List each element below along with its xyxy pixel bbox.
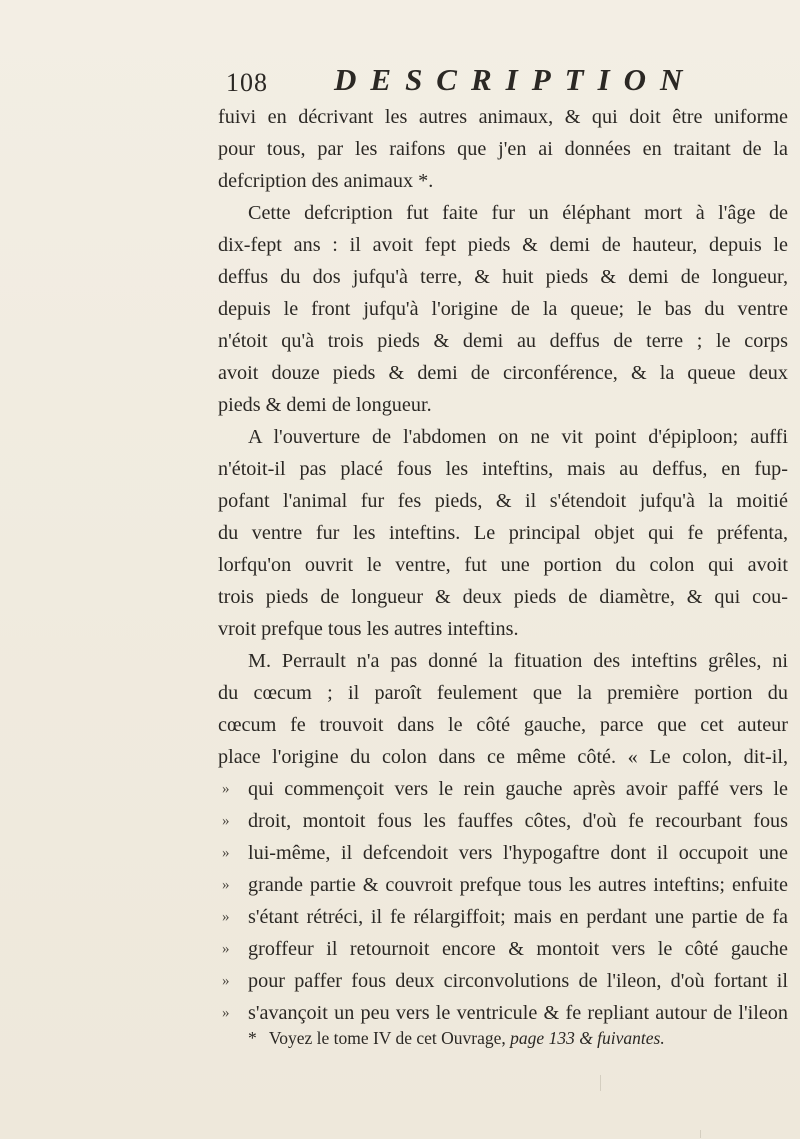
text-line: vroit prefque tous les autres inteftins. [218, 618, 519, 640]
text-line: depuis le front jufqu'à l'origine de la queue; le bas du ventre [218, 298, 788, 320]
text-line: » qui commençoit vers le rein gauche après avoir paffé vers le [218, 773, 788, 805]
body-text [218, 101, 788, 1029]
page-number: 108 [226, 68, 268, 97]
paper-blemish [600, 1075, 601, 1091]
text-line: avoit douze pieds & demi de circonférence, & la queue deux [218, 362, 788, 384]
footnote-mark: * [248, 1028, 257, 1048]
text-line: defcription des animaux *. [218, 170, 434, 192]
text-line: pofant l'animal fur fes pieds, & il s'étendoit jufqu'à la moitié [218, 490, 788, 512]
text-line: n'étoit-il pas placé fous les inteftins, mais au deffus, en fup- [218, 458, 788, 480]
text-line: A l'ouverture de l'abdomen on ne vit point d'épiploon; auffi [248, 426, 788, 448]
text-line: trois pieds de longueur & deux pieds de diamètre, & qui cou- [218, 586, 788, 608]
footnote-italic-text: page 133 & fuivantes. [510, 1028, 665, 1048]
text-line: » grande partie & couvroit prefque tous les autres inteftins; enfuite [218, 869, 788, 901]
text-line: » s'avançoit un peu vers le ventricule & fe repliant autour de l'ileon [218, 997, 788, 1029]
text-line: du cœcum ; il paroît feulement que la première portion du [218, 682, 788, 704]
paper-blemish [700, 1130, 701, 1138]
text-line: du ventre fur les inteftins. Le principal objet qui fe préfenta, [218, 522, 788, 544]
text-line: n'étoit qu'à trois pieds & demi au deffus de terre ; le corps [218, 330, 788, 352]
text-line: Cette defcription fut faite fur un éléphant mort à l'âge de [248, 202, 788, 224]
text-line: » groffeur il retournoit encore & montoit vers le côté gauche [218, 933, 788, 965]
text-line: cœcum fe trouvoit dans le côté gauche, parce que cet auteur [218, 714, 788, 736]
text-line: » lui-même, il defcendoit vers l'hypogaftre dont il occupoit une [218, 837, 788, 869]
running-title: DESCRIPTION [334, 62, 697, 97]
footnote [218, 1024, 788, 1052]
footnote-text: Voyez le tome IV de cet Ouvrage, [268, 1028, 506, 1048]
text-line: deffus du dos jufqu'à terre, & huit pieds & demi de longueur, [218, 266, 788, 288]
text-line: pieds & demi de longueur. [218, 394, 432, 416]
text-line: » pour paffer fous deux circonvolutions de l'ileon, d'où fortant il [218, 965, 788, 997]
text-line: » droit, montoit fous les fauffes côtes, d'où fe recourbant fous [218, 805, 788, 837]
text-line: fuivi en décrivant les autres animaux, & qui doit être uniforme [218, 106, 788, 128]
text-line: place l'origine du colon dans ce même côté. « Le colon, dit-il, [218, 746, 788, 768]
page-header [226, 62, 697, 102]
text-line: pour tous, par les raifons que j'en ai données en traitant de la [218, 138, 788, 160]
text-line: lorfqu'on ouvrit le ventre, fut une portion du colon qui avoit [218, 554, 788, 576]
text-line: dix-fept ans : il avoit fept pieds & demi de hauteur, depuis le [218, 234, 788, 256]
text-line: M. Perrault n'a pas donné la fituation des inteftins grêles, ni [248, 650, 788, 672]
text-line: » s'étant rétréci, il fe rélargiffoit; mais en perdant une partie de fa [218, 901, 788, 933]
